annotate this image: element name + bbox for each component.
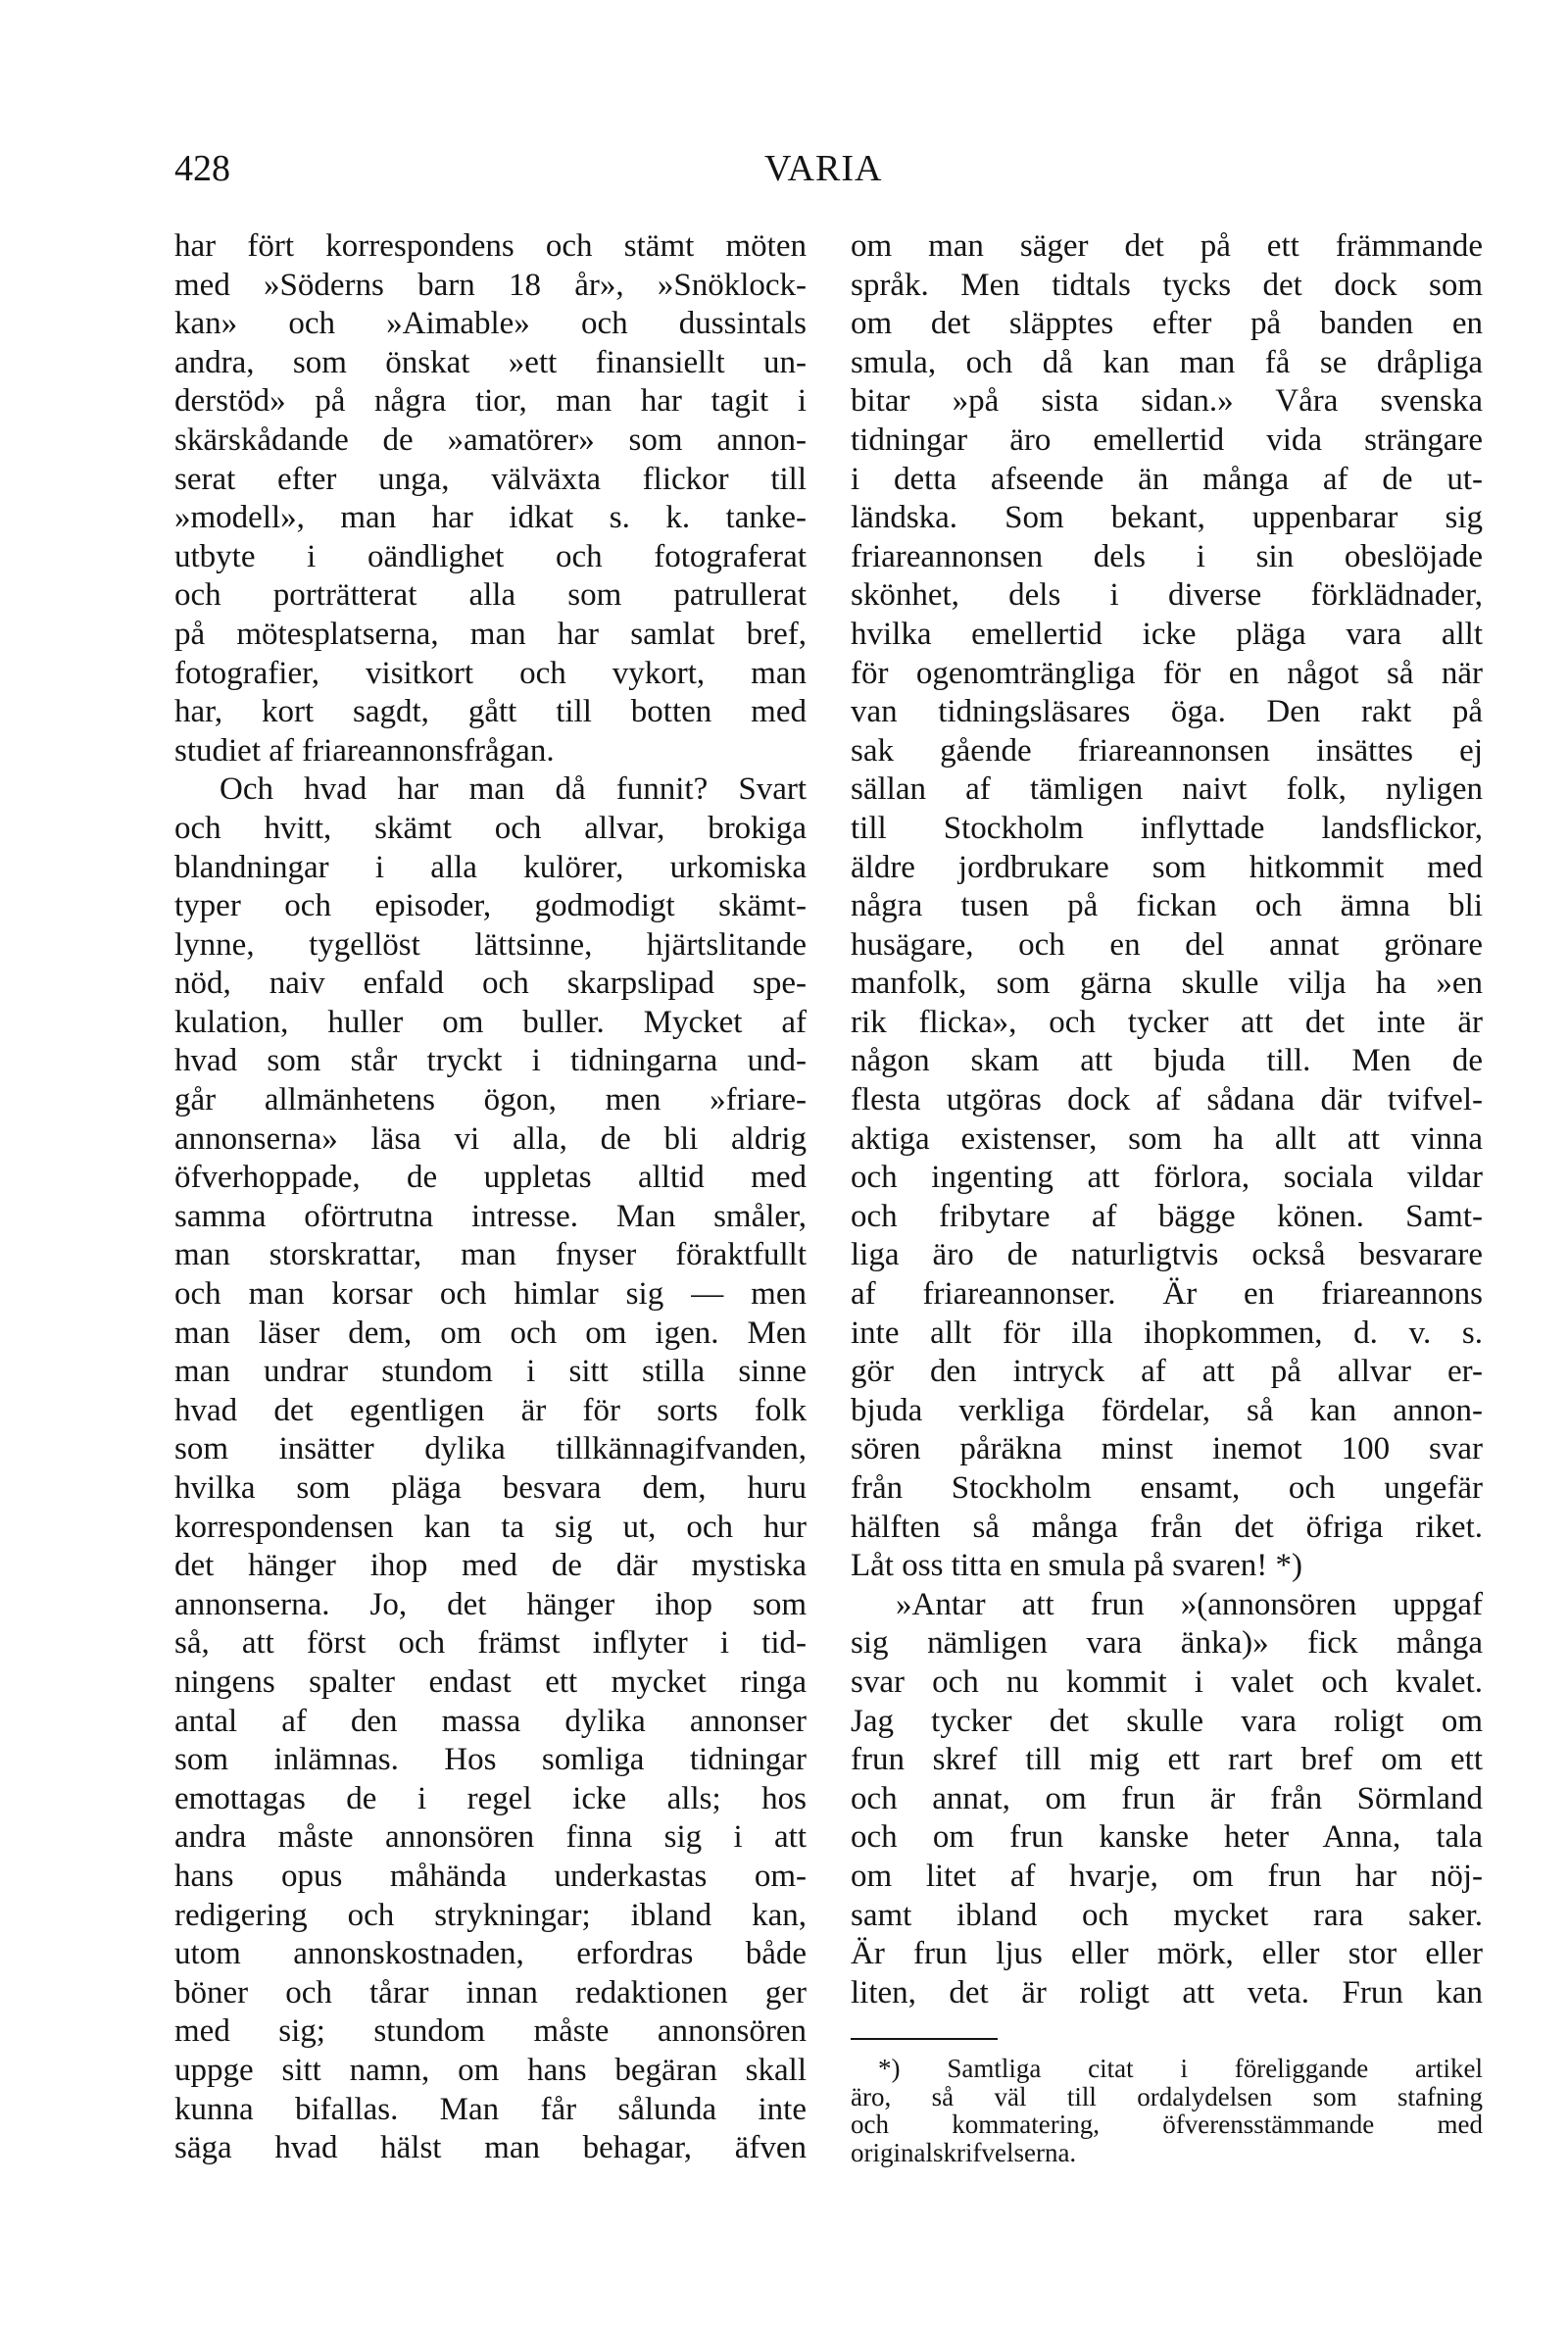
text-line: språk. Men tidtals tycks det dock som: [851, 267, 1483, 303]
text-line: annonserna» läsa vi alla, de bli aldrig: [174, 1120, 807, 1157]
text-line: blandningar i alla kulörer, urkomiska: [174, 849, 807, 885]
text-line: Jag tycker det skulle vara roligt om: [851, 1703, 1483, 1739]
text-line: manfolk, som gärna skulle vilja ha »en: [851, 966, 1483, 1002]
text-line: friareannonsen dels i sin obeslöjade: [851, 538, 1483, 574]
text-line: bjuda verkliga fördelar, så kan annon-: [851, 1392, 1483, 1428]
text-line: ländska. Som bekant, uppenbarar sig: [851, 500, 1483, 536]
text-line: emottagas de i regel icke alls; hos: [174, 1780, 807, 1816]
text-line: sören påräkna minst inemot 100 svar: [851, 1431, 1483, 1467]
text-line: man läser dem, om och om igen. Men: [174, 1315, 807, 1351]
text-line: husägare, och en del annat grönare: [851, 926, 1483, 963]
text-line: »Antar att frun »(annonsören uppgaf: [896, 1586, 1483, 1622]
right-text-column: [851, 227, 1483, 2012]
text-line: på mötesplatserna, man har samlat bref,: [174, 616, 807, 652]
text-line: antal af den massa dylika annonser: [174, 1703, 807, 1739]
text-line: och hvitt, skämt och allvar, brokiga: [174, 810, 807, 846]
text-line: man storskrattar, man fnyser föraktfullt: [174, 1237, 807, 1273]
text-line: rik flicka», och tycker att det inte är: [851, 1004, 1483, 1040]
running-head: VARIA: [764, 148, 883, 189]
page-number: 428: [174, 148, 230, 189]
text-line: hälften så många från det öfriga riket.: [851, 1509, 1483, 1545]
text-line: korrespondensen kan ta sig ut, och hur: [174, 1509, 807, 1545]
footnote-line: *) Samtliga citat i föreliggande artikel: [878, 2054, 1483, 2083]
text-line: sällan af tämligen naivt folk, nyligen: [851, 771, 1483, 808]
text-line: till Stockholm inflyttade landsflickor,: [851, 810, 1483, 846]
text-line: i detta afseende än många af de ut-: [851, 461, 1483, 497]
text-line: tidningar äro emellertid vida strängare: [851, 422, 1483, 458]
text-line: hvilka emellertid icke pläga vara allt: [851, 616, 1483, 652]
text-line: och porträtterat alla som patrullerat: [174, 577, 807, 614]
text-line: om man säger det på ett främmande: [851, 228, 1483, 264]
text-line: med sig; stundom måste annonsören: [174, 2013, 807, 2050]
text-line: nöd, naiv enfald och skarpslipad spe-: [174, 966, 807, 1002]
text-line: om litet af hvarje, om frun har nöj-: [851, 1858, 1483, 1894]
text-line: utom annonskostnaden, erfordras både: [174, 1936, 807, 1972]
text-line: någon skam att bjuda till. Men de: [851, 1043, 1483, 1079]
text-line: liga äro de naturligtvis också besvarare: [851, 1237, 1483, 1273]
text-line: sak gående friareannonsen insättes ej: [851, 732, 1483, 769]
text-line: går allmänhetens ögon, men »friare-: [174, 1082, 807, 1118]
text-line: med »Söderns barn 18 år», »Snöklock-: [174, 267, 807, 303]
footnote-line: originalskrifvelserna.: [851, 2137, 1077, 2167]
footnote-divider: [851, 2038, 998, 2040]
text-line: och om frun kanske heter Anna, tala: [851, 1819, 1483, 1856]
text-line: skärskådande de »amatörer» som annon-: [174, 422, 807, 458]
text-line: van tidningsläsares öga. Den rakt på: [851, 694, 1483, 730]
text-line: studiet af friareannonsfrågan.: [174, 732, 555, 769]
text-line: hvad som står tryckt i tidningarna und-: [174, 1043, 807, 1079]
text-line: aktiga existenser, som ha allt att vinna: [851, 1120, 1483, 1157]
text-line: om det släpptes efter på banden en: [851, 306, 1483, 342]
text-line: och ingenting att förlora, sociala vildar: [851, 1160, 1483, 1196]
text-line: redigering och strykningar; ibland kan,: [174, 1897, 807, 1933]
text-line: hvad det egentligen är för sorts folk: [174, 1392, 807, 1428]
text-line: har fört korrespondens och stämt möten: [174, 228, 807, 264]
text-line: serat efter unga, välväxta flickor till: [174, 461, 807, 497]
text-line: derstöd» på några tior, man har tagit i: [174, 383, 807, 420]
text-line: kulation, huller om buller. Mycket af: [174, 1004, 807, 1040]
text-line: svar och nu kommit i valet och kvalet.: [851, 1664, 1483, 1700]
text-line: böner och tårar innan redaktionen ger: [174, 1974, 807, 2011]
text-line: »modell», man har idkat s. k. tanke-: [174, 500, 807, 536]
text-line: typer och episoder, godmodigt skämt-: [174, 888, 807, 924]
footnote-line: äro, så väl till ordalydelsen som stafning: [851, 2081, 1483, 2111]
text-line: från Stockholm ensamt, och ungefär: [851, 1470, 1483, 1506]
text-line: Och hvad har man då funnit? Svart: [220, 771, 807, 808]
left-text-column: [174, 227, 807, 2168]
text-line: för ogenomträngliga för en något så när: [851, 655, 1483, 691]
text-line: bitar »på sista sidan.» Våra svenska: [851, 383, 1483, 420]
text-line: har, kort sagdt, gått till botten med: [174, 694, 807, 730]
text-line: flesta utgöras dock af sådana där tvifvel-: [851, 1082, 1483, 1118]
text-line: sig nämligen vara änka)» fick många: [851, 1625, 1483, 1662]
text-line: gör den intryck af att på allvar er-: [851, 1354, 1483, 1390]
text-line: kunna bifallas. Man får sålunda inte: [174, 2091, 807, 2127]
text-line: inte allt för illa ihopkommen, d. v. s.: [851, 1315, 1483, 1351]
text-line: af friareannonser. Är en friareannons: [851, 1276, 1483, 1313]
text-line: Låt oss titta en smula på svaren! *): [851, 1548, 1302, 1584]
text-line: utbyte i oändlighet och fotograferat: [174, 538, 807, 574]
text-line: samma oförtrutna intresse. Man småler,: [174, 1198, 807, 1234]
text-line: andra måste annonsören finna sig i att: [174, 1819, 807, 1856]
text-line: smula, och då kan man få se dråpliga: [851, 344, 1483, 380]
text-line: och fribytare af bägge könen. Samt-: [851, 1198, 1483, 1234]
text-line: andra, som önskat »ett finansiellt un-: [174, 344, 807, 380]
text-line: så, att först och främst inflyter i tid-: [174, 1625, 807, 1662]
text-line: kan» och »Aimable» och dussintals: [174, 306, 807, 342]
footnote: [851, 2055, 1483, 2166]
text-line: annonserna. Jo, det hänger ihop som: [174, 1586, 807, 1622]
text-line: som insätter dylika tillkännagifvanden,: [174, 1431, 807, 1467]
text-line: man undrar stundom i sitt stilla sinne: [174, 1354, 807, 1390]
text-line: uppge sitt namn, om hans begäran skall: [174, 2052, 807, 2088]
text-line: lynne, tygellöst lättsinne, hjärtslitande: [174, 926, 807, 963]
footnote-line: och kommatering, öfverensstämmande med: [851, 2110, 1483, 2139]
text-line: som inlämnas. Hos somliga tidningar: [174, 1742, 807, 1778]
text-line: fotografier, visitkort och vykort, man: [174, 655, 807, 691]
text-line: liten, det är roligt att veta. Frun kan: [851, 1974, 1483, 2011]
text-line: äldre jordbrukare som hitkommit med: [851, 849, 1483, 885]
text-line: det hänger ihop med de där mystiska: [174, 1548, 807, 1584]
text-line: några tusen på fickan och ämna bli: [851, 888, 1483, 924]
text-line: öfverhoppade, de uppletas alltid med: [174, 1160, 807, 1196]
text-line: ningens spalter endast ett mycket ringa: [174, 1664, 807, 1700]
text-line: och annat, om frun är från Sörmland: [851, 1780, 1483, 1816]
text-line: samt ibland och mycket rara saker.: [851, 1897, 1483, 1933]
text-line: hans opus måhända underkastas om-: [174, 1858, 807, 1894]
text-line: frun skref till mig ett rart bref om ett: [851, 1742, 1483, 1778]
text-line: skönhet, dels i diverse förklädnader,: [851, 577, 1483, 614]
text-line: och man korsar och himlar sig — men: [174, 1276, 807, 1313]
text-line: säga hvad hälst man behagar, äfven: [174, 2130, 807, 2166]
text-line: Är frun ljus eller mörk, eller stor eller: [851, 1936, 1483, 1972]
text-line: hvilka som pläga besvara dem, huru: [174, 1470, 807, 1506]
